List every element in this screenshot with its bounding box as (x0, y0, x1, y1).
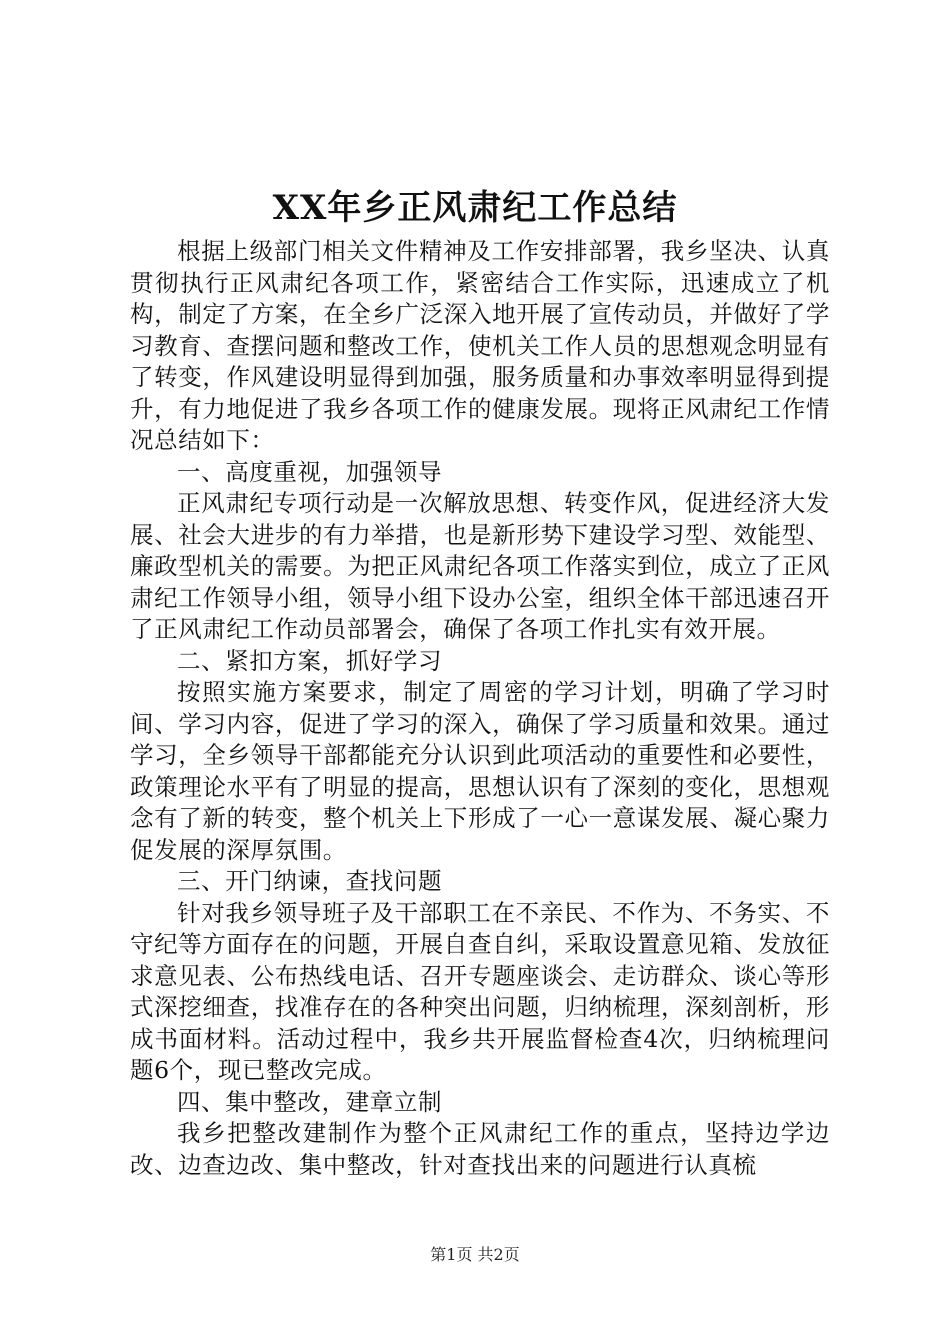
section-4-body: 我乡把整改建制作为整个正风肃纪工作的重点，坚持边学边改、边查边改、集中整改，针对查找出来的问题进行认真梳 (130, 1119, 830, 1179)
section-3-body: 针对我乡领导班子及干部职工在不亲民、不作为、不务实、不守纪等方面存在的问题，开展自查自纠，采取设置意见箱、发放征求意见表、公布热线电话、召开专题座谈会、走访群众、谈心等形式深挖细查，找准存在的各种突出问题，归纳梳理，深刻剖析，形成书面材料。活动过程中，我乡共开展监督检查4次，归纳梳理问题6个，现已整改完成。 (130, 898, 830, 1084)
section-2-heading: 二、紧扣方案，抓好学习 (177, 646, 443, 675)
section-4-heading: 四、集中整改，建章立制 (177, 1087, 443, 1116)
section-2-body: 按照实施方案要求，制定了周密的学习计划，明确了学习时间、学习内容，促进了学习的深入，确保了学习质量和效果。通过学习，全乡领导干部都能充分认识到此项活动的重要性和必要性，政策理论水平有了明显的提高，思想认识有了深刻的变化，思想观念有了新的转变，整个机关上下形成了一心一意谋发展、凝心聚力促发展的深厚氛围。 (130, 678, 830, 864)
intro-paragraph: 根据上级部门相关文件精神及工作安排部署，我乡坚决、认真贯彻执行正风肃纪各项工作，紧密结合工作实际，迅速成立了机构，制定了方案，在全乡广泛深入地开展了宣传动员，并做好了学习教育、查摆问题和整改工作，使机关工作人员的思想观念明显有了转变，作风建设明显得到加强，服务质量和办事效率明显得到提升，有力地促进了我乡各项工作的健康发展。现将正风肃纪工作情况总结如下： (130, 237, 830, 454)
document-body (130, 236, 830, 1181)
section-1-heading: 一、高度重视，加强领导 (177, 457, 443, 486)
page-footer: 第1页 共2页 (430, 1245, 520, 1264)
section-1-body: 正风肃纪专项行动是一次解放思想、转变作风，促进经济大发展、社会大进步的有力举措，也是新形势下建设学习型、效能型、廉政型机关的需要。为把正风肃纪各项工作落实到位，成立了正风肃纪工作领导小组，领导小组下设办公室，组织全体干部迅速召开了正风肃纪工作动员部署会，确保了各项工作扎实有效开展。 (130, 489, 830, 643)
section-3-heading: 三、开门纳谏，查找问题 (177, 867, 443, 895)
document-title: XX年乡正风肃纪工作总结 (272, 188, 678, 228)
